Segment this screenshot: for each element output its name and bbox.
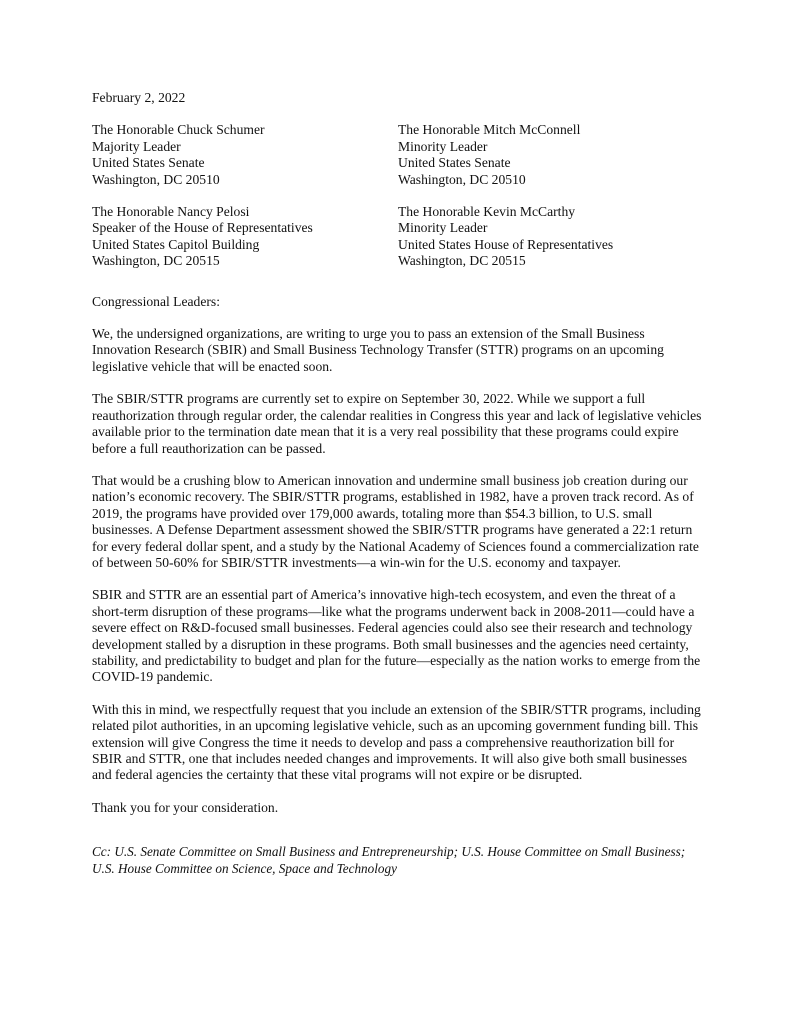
- letter-date: February 2, 2022: [92, 90, 186, 105]
- recipient-line: Majority Leader: [92, 138, 181, 154]
- body-paragraph: With this in mind, we respectfully request that you include an extension of the SBIR/STTR programs, including related pilot authorities, in an upcoming legislative vehicle, such as an upcoming government funding bill. This extension will give Congress the time it needs to develop and pass a comprehensive reauthorization bill for SBIR and STTR, one that includes needed changes and improvements. It will also give both small businesses and federal agencies the certainty that these vital programs will not expire or be disrupted.: [92, 701, 701, 783]
- body-paragraph: The SBIR/STTR programs are currently set to expire on September 30, 2022. While we support a full reauthorization through regular order, the calendar realities in Congress this year and lack of legislative vehicles available prior to the termination date mean that it is a very real possibility that these programs could expire before a full reauthorization can be passed.: [92, 391, 702, 456]
- salutation: Congressional Leaders:: [92, 293, 220, 309]
- recipient-line: Washington, DC 20510: [92, 171, 220, 187]
- recipient-line: The Honorable Chuck Schumer: [92, 122, 265, 138]
- cc-line: Cc: U.S. Senate Committee on Small Business and Entrepreneurship; U.S. House Committee on Small Business; U.S. House Committee on Science, Space and Technology: [92, 844, 686, 876]
- letter-page: [92, 90, 704, 877]
- recipient-row-senate: [92, 122, 704, 188]
- recipient-line: Speaker of the House of Representatives: [92, 220, 313, 236]
- recipient-line: Washington, DC 20515: [398, 253, 526, 269]
- recipient-line: The Honorable Kevin McCarthy: [398, 204, 576, 220]
- recipient-line: Washington, DC 20510: [398, 171, 526, 187]
- recipient-line: United States House of Representatives: [398, 236, 614, 252]
- body-paragraph: That would be a crushing blow to American innovation and undermine small business job creation during our nation’s economic recovery. The SBIR/STTR programs, established in 1982, have a proven track record. As of 2019, the programs have provided over 179,000 awards, totaling more than $54.3 billion, to U.S. small businesses. A Defense Department assessment showed the SBIR/STTR programs have generated a 22:1 return for every federal dollar spent, and a study by the National Academy of Sciences found a commercialization rate of between 50-60% for SBIR/STTR investments—a win-win for the U.S. economy and taxpayer.: [92, 472, 699, 570]
- recipient-line: Minority Leader: [398, 220, 488, 236]
- recipient-line: Minority Leader: [398, 138, 488, 154]
- recipient-line: United States Senate: [92, 155, 205, 171]
- recipient-line: Washington, DC 20515: [92, 253, 220, 269]
- recipient-line: United States Senate: [398, 155, 511, 171]
- closing-line: Thank you for your consideration.: [92, 799, 279, 815]
- recipient-row-house: [92, 204, 704, 270]
- recipient-block-mccarthy: [398, 204, 704, 270]
- recipient-line: United States Capitol Building: [92, 236, 260, 252]
- body-paragraph: SBIR and STTR are an essential part of America’s innovative high-tech ecosystem, and even the threat of a short-term disruption of these programs—like what the programs underwent back in 2008-2011—could have a severe effect on R&D-focused small businesses. Federal agencies could also see their research and technology development stalled by a disruption in these programs. Both small businesses and the agencies need certainty, stability, and predictability to budget and plan for the future—especially as the nation works to emerge from the COVID-19 pandemic.: [92, 587, 701, 685]
- body-paragraph: We, the undersigned organizations, are writing to urge you to pass an extension of the Small Business Innovation Research (SBIR) and Small Business Technology Transfer (STTR) programs on an upcoming legislative vehicle that will be enacted soon.: [92, 326, 664, 374]
- recipient-line: The Honorable Mitch McConnell: [398, 122, 581, 138]
- recipient-block-mcconnell: [398, 122, 704, 188]
- recipient-block-schumer: [92, 122, 398, 188]
- recipient-block-pelosi: [92, 204, 398, 270]
- recipient-line: The Honorable Nancy Pelosi: [92, 204, 250, 220]
